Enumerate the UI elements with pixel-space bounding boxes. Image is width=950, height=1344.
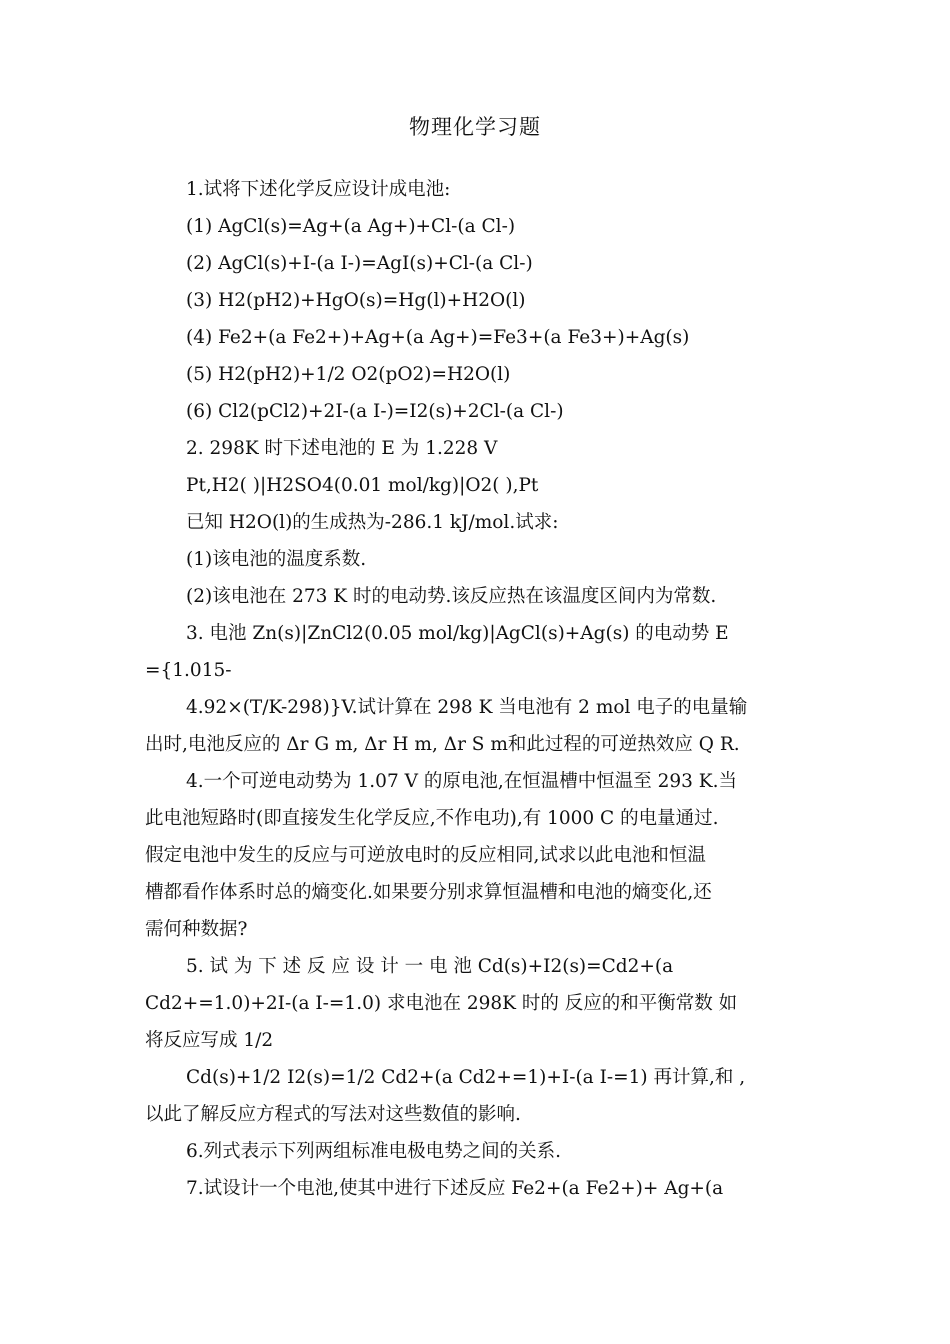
text-line: (3) H2(pH2)+HgO(s)=Hg(l)+H2O(l) (186, 290, 526, 311)
text-line: 1.试将下述化学反应设计成电池: (186, 179, 451, 200)
text-line: 需何种数据? (145, 919, 248, 940)
text-line: (2)该电池在 273 K 时的电动势.该反应热在该温度区间内为常数. (186, 586, 717, 607)
text-line: 以此了解反应方程式的写法对这些数值的影响. (145, 1104, 521, 1125)
text-line: 4.一个可逆电动势为 1.07 V 的原电池,在恒温槽中恒温至 293 K.当 (186, 771, 738, 792)
text-line: (1)该电池的温度系数. (186, 549, 367, 570)
document-title: 物理化学习题 (409, 115, 541, 139)
text-line: (1) AgCl(s)=Ag+(a Ag+)+Cl-(a Cl-) (186, 216, 516, 237)
text-line: 已知 H2O(l)的生成热为-286.1 kJ/mol.试求: (186, 512, 559, 533)
text-line: Cd2+=1.0)+2I-(a I-=1.0) 求电池在 298K 时的 反应的和平衡常数 如 (145, 993, 738, 1014)
text-line: 6.列式表示下列两组标准电极电势之间的关系. (186, 1141, 562, 1162)
text-line: Cd(s)+1/2 I2(s)=1/2 Cd2+(a Cd2+=1)+I-(a I-=1) 再计算,和 , (186, 1067, 746, 1088)
text-line: 出时,电池反应的 Δr G m, Δr H m, Δr S m和此过程的可逆热效应 Q R. (145, 734, 740, 755)
text-line: 2. 298K 时下述电池的 E 为 1.228 V (186, 438, 498, 459)
text-line: 5. 试 为 下 述 反 应 设 计 一 电 池 Cd(s)+I2(s)=Cd2+(a (186, 956, 674, 977)
text-line: (4) Fe2+(a Fe2+)+Ag+(a Ag+)=Fe3+(a Fe3+)+Ag(s) (186, 327, 690, 348)
text-line: 3. 电池 Zn(s)|ZnCl2(0.05 mol/kg)|AgCl(s)+Ag(s) 的电动势 E (186, 623, 729, 644)
text-line: (2) AgCl(s)+I-(a I-)=AgI(s)+Cl-(a Cl-) (186, 253, 533, 274)
text-line: ={1.015- (145, 660, 232, 681)
text-line: 7.试设计一个电池,使其中进行下述反应 Fe2+(a Fe2+)+ Ag+(a (186, 1178, 724, 1199)
text-line: 将反应写成 1/2 (145, 1030, 274, 1051)
text-line: 此电池短路时(即直接发生化学反应,不作电功),有 1000 C 的电量通过. (145, 808, 719, 829)
text-line: (5) H2(pH2)+1/2 O2(pO2)=H2O(l) (186, 364, 511, 385)
text-line: Pt,H2( )|H2SO4(0.01 mol/kg)|O2( ),Pt (186, 475, 539, 496)
text-line: 槽都看作体系时总的熵变化.如果要分别求算恒温槽和电池的熵变化,还 (145, 882, 712, 903)
text-line: 假定电池中发生的反应与可逆放电时的反应相同,试求以此电池和恒温 (145, 845, 706, 866)
text-line: (6) Cl2(pCl2)+2I-(a I-)=I2(s)+2Cl-(a Cl-) (186, 401, 564, 422)
text-line: 4.92×(T/K-298)}V.试计算在 298 K 当电池有 2 mol 电子的电量输 (186, 697, 748, 718)
